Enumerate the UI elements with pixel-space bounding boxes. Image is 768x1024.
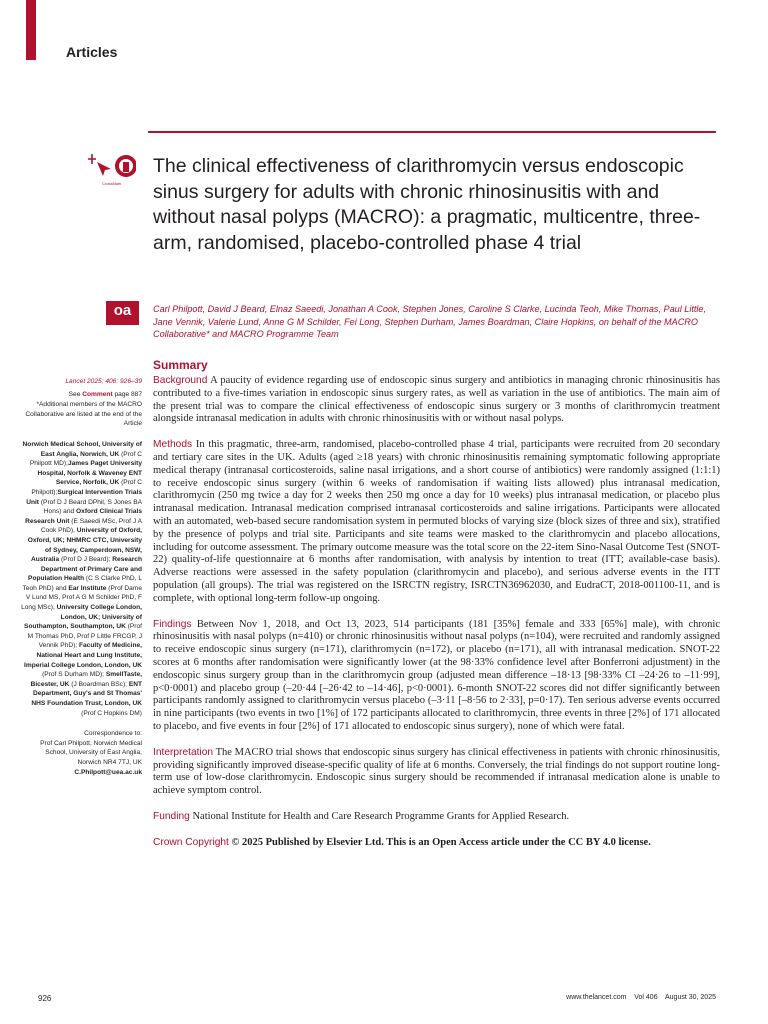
affiliations [20,440,142,718]
affiliation-authors: (Prof C Philpott MD); [29,450,142,468]
affiliation-authors: (E Saeedi MSc, Prof J A Cook PhD), [40,517,142,535]
affiliation-authors: (Prof C Philpott); [31,479,142,496]
page-number: 926 [38,994,52,1003]
affiliation-authors: (Prof S Durham MD); [42,671,106,679]
affiliation-institution: Research Department of Primary Care and Population Health [28,556,142,583]
section-label: Articles [66,44,118,60]
see-prefix: See [68,390,81,398]
open-access-badge: oa [106,301,139,325]
interpretation-label: Interpretation [153,746,214,758]
header-rule [148,131,716,133]
findings-paragraph [153,619,720,734]
summary-heading: Summary [153,358,208,372]
see-comment [20,390,142,400]
correspondence-address: Prof Carl Philpott, Norwich Medical School, University of East Anglia, Norwich NR4 7TJ, UK [40,739,142,766]
funding-paragraph [153,811,720,824]
correspondence [20,729,142,777]
collaborative-note: *Additional members of the MACRO Collaborative are listed at the end of the Article [25,401,142,428]
author-list: Carl Philpott, David J Beard, Elnaz Saeedi, Jonathan A Cook, Stephen Jones, Caroline S Clarke, Lucinda Teoh, Mike Thomas, Paul Little, Jane Vennik, Valerie Lund, Anne G M Schilder, Fei Long, Stephen Durham, James Boardman, Claire Hopkins, on behalf of the MACRO Collaborative* and MACRO Programme Team [153,304,706,339]
comment-link[interactable]: Comment [82,390,113,398]
funding-label: Funding [153,810,190,822]
article-title: The clinical effectiveness of clarithromycin versus endoscopic sinus surgery for adults with chronic rhinosinusitis with and without nasal polyps (MACRO): a pragmatic, multicentre, three-arm, randomised, placebo-controlled phase 4 trial [153,155,701,254]
interpretation-paragraph [153,747,720,798]
affiliation-institution: Surgical Intervention Trials Unit [26,488,142,506]
crossmark-label: CrossMark [102,181,122,186]
methods-label: Methods [153,439,193,451]
affiliation-authors: (J Boardman BSc); [69,680,129,688]
journal-url[interactable]: www.thelancet.com [566,994,627,1001]
summary-abstract [153,375,720,863]
copyright-text: © 2025 Published by Elsevier Ltd. This is an Open Access article under the CC BY 4.0 license. [231,836,651,848]
affiliation-authors: (Prof M Thomas PhD, Prof P Little FRCGP, J Vennik PhD); [27,623,142,650]
affiliation-institution: Faculty of Medicine, National Heart and Lung Institute, Imperial College London, London, UK [24,642,142,669]
affiliation-institution: University of Oxford, Oxford, UK; NHMRC CTC, University of Sydney, Camperdown, NSW, Australia [27,527,142,564]
background-label: Background [153,375,208,386]
correspondence-label: Correspondence to: [84,730,142,738]
journal-footer [566,994,716,1001]
affiliation-institution: Oxford Clinical Trials Research Unit [25,508,142,525]
citation: Lancet 2025; 406: 926–39 [65,378,142,385]
volume: Vol 406 [634,994,658,1001]
affiliation-institution: James Paget University Hospital, Norfolk & Waveney ENT Service, Norfolk, UK [37,460,142,487]
methods-text: In this pragmatic, three-arm, randomised, placebo-controlled phase 4 trial, participants were recruited from 20 secondary and tertiary care sites in the UK. Adults (aged ≥18 years) with chronic rhinosinusitis remaining symptomatic following appropriate medical therapy (intranasal corticosteroids, saline nasal irrigations, and a short course of antibiotics) were randomly assigned (1:1:1) to receive endoscopic sinus surgery (within 6 weeks of randomisation if waiting lists allowed) plus intranasal medication, clarithromycin (250 mg twice a day for 2 weeks then 250 mg once a day for 10 weeks) plus intranasal medication, or placebo plus intranasal medication. Intranasal medication comprised intranasal corticosteroids and saline irrigations. Participants were allocated with an automated, web-based secure randomisation system in permuted blocks of varying size (block sizes of three and six), stratified by the presence of polyps and trial site. Participants and site teams were masked to the clarithromycin and placebo allocations, including for outcome assessment. The primary outcome measure was the total score on the 22-item Sino-Nasal Outcome Test (SNOT-22) quality-of-life questionnaire at 6 months after randomisation, with analysis by intention to treat (ITT; available-case basis). Adverse reactions were assessed in the safety population (clarithromycin and placebo), and serious adverse events in the ITT population (all groups). The trial was registered on the ISRCTN registry, ISRCTN36962030, and EudraCT, 2018-001100-11, and is complete, with optional long-term follow-up ongoing. [153,439,721,604]
background-paragraph [153,375,720,426]
affiliation-institution: ENT Department, Guy's and St Thomas' NHS Foundation Trust, London, UK [31,680,142,707]
copyright-paragraph [153,837,720,850]
affiliation-institution: Ear Institute [68,584,107,592]
issue-date: August 30, 2025 [665,994,716,1001]
article-sidebar [20,377,142,777]
copyright-label: Crown Copyright [153,836,229,848]
affiliation-authors: (Prof C Hopkins DM) [81,709,142,717]
findings-label: Findings [153,618,192,630]
interpretation-text: The MACRO trial shows that endoscopic sinus surgery has clinical effectiveness in patients with chronic rhinosinusitis, providing significantly improved disease-specific quality of life at 6 months. Conversely, the trial findings do not support routine long-term use of low-dose clarithromycin. Endoscopic sinus surgery should be recommended if intranasal medication alone is unable to achieve symptom control. [153,746,721,797]
affiliation-institution: Norwich Medical School, University of East Anglia, Norwich, UK [22,440,142,458]
funding-text: National Institute for Health and Care Research Programme Grants for Applied Research. [192,810,570,822]
see-suffix: page 887 [114,390,142,398]
affiliation-institution: SmellTaste, Bicester, UK [30,671,142,688]
methods-paragraph [153,439,720,605]
affiliation-authors: (Prof D J Beard); [59,556,113,564]
findings-text: Between Nov 1, 2018, and Oct 13, 2023, 514 participants (181 [35%] female and 333 [65%] male), with chronic rhinosinusitis with nasal polyps (n=410) or chronic rhinosinusitis without nasal polyps (n=104), were recruited and randomly assigned to receive endoscopic sinus surgery (n=171), clarithromycin (n=172), or placebo (n=171), all with intranasal medication. SNOT-22 scores at 6 months after randomisation were significantly lower (at the 98·33% confidence level after Bonferroni adjustment) in the endoscopic sinus surgery group than in the clarithromycin group (adjusted mean difference –18·13 [98·33% CI –24·26 to –11·99], p<0·0001) and placebo group (–20·44 [–26·42 to –14·46], p<0·0001). 6-month SNOT-22 scores did not differ significantly between participants randomly assigned to clarithromycin versus placebo (–3·11 [–8·56 to 2·33], p=0·17). Ten serious adverse events occurred in nine participants (two events in two [1%] of 172 participants allocated to clarithromycin, three events in three [2%] of 171 allocated to placebo, and five events in four [2%] of 171 allocated to endoscopic sinus surgery), none of which were fatal. [153,618,721,732]
affiliation-authors: (Prof D J Beard DPhil, S Jones BA Hons) and [39,498,142,516]
correspondence-email[interactable]: C.Philpott@uea.ac.uk [74,768,142,776]
affiliation-institution: University College London, London, UK; University of Southampton, Southampton, UK [24,604,142,631]
affiliation-authors: (Prof Dame V Lund MS, Prof A G M Schilder PhD, F Long MSc), [21,584,142,612]
section-color-bar [26,0,36,60]
affiliation-authors: (C S Clarke PhD, L Teoh PhD) and [22,575,142,592]
background-text: A paucity of evidence regarding use of endoscopic sinus surgery and antibiotics in managing chronic rhinosinusitis has contributed to a five-times variation in endoscopic sinus surgery rates, as well as variation in the use of antibiotics. The main aim of the present trial was to compare the clinical effectiveness of endoscopic sinus surgery or 3 months of clarithromycin treatment alongside intranasal medication in adults with chronic rhinosinusitis with or without nasal polyps. [153,375,720,425]
